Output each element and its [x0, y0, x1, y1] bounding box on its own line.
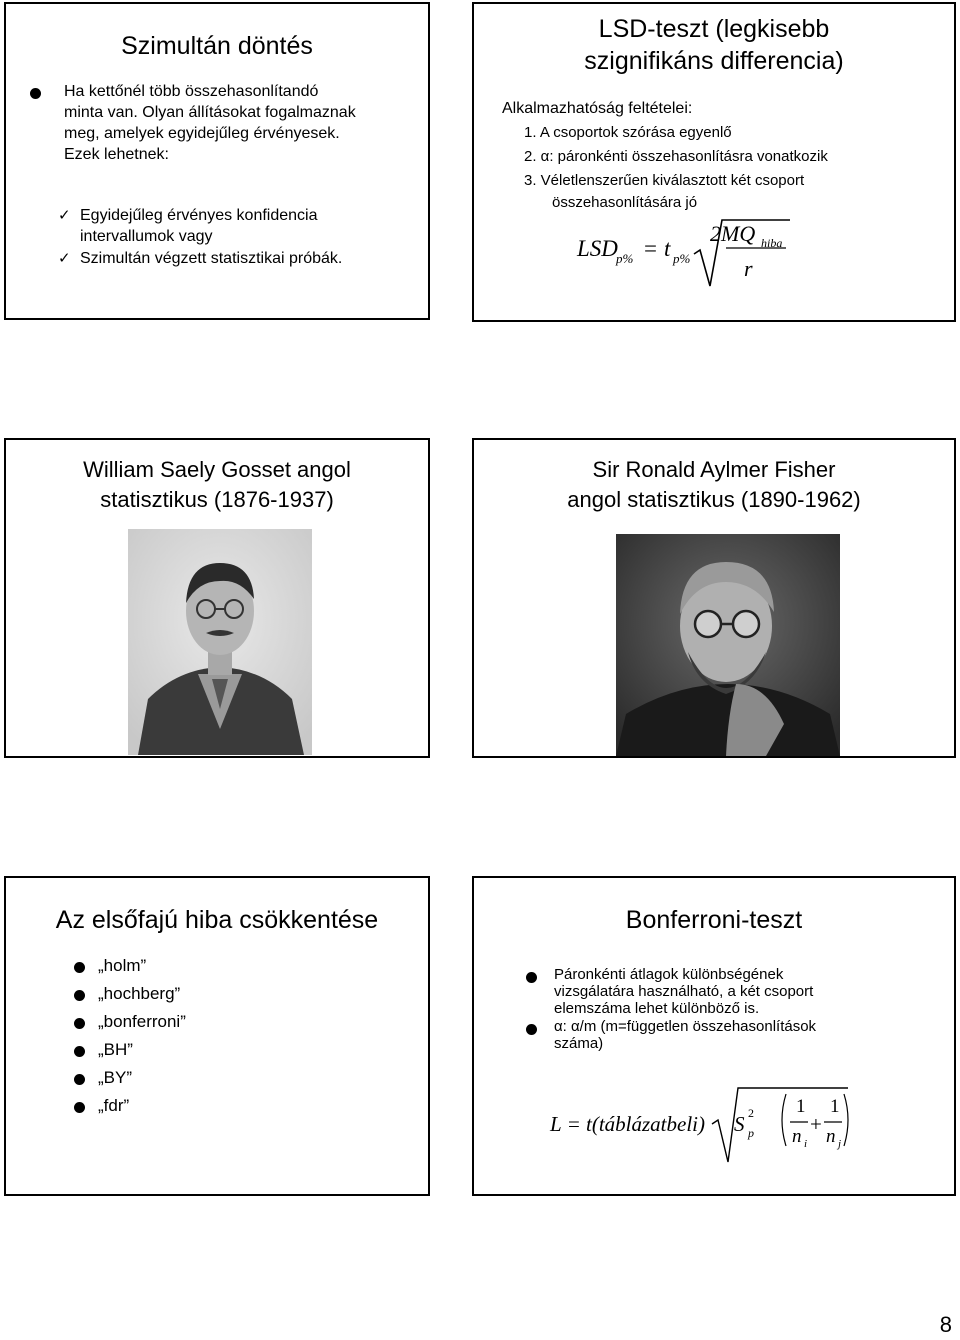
slide-title-line: Sir Ronald Aylmer Fisher [592, 457, 836, 482]
slide-title: Az elsőfajú hiba csökkentése [55, 906, 379, 934]
checkmark-icon: ✓ [58, 207, 71, 224]
bullet-dot [74, 1074, 85, 1085]
bullet-dot [30, 88, 41, 99]
slide-title-line: statisztikus (1876-1937) [100, 487, 334, 512]
list-item: összehasonlítására jó [552, 194, 698, 211]
formula-lhs: L [550, 1112, 562, 1136]
slide-szimultan-dontes [4, 2, 430, 320]
check-item-line: Egyidejűleg érvényes konfidencia [80, 207, 318, 224]
formula-equals: = [568, 1112, 580, 1136]
slide-bonferroni-teszt [472, 876, 956, 1196]
slide-title: Bonferroni-teszt [625, 906, 803, 934]
bullet-line: α: α/m (m=független összehasonlítások [554, 1018, 817, 1035]
formula-t: t [664, 236, 671, 261]
list-item: 3. Véletlenszerűen kiválasztott két csoport [524, 172, 805, 189]
bullet-dot [74, 1018, 85, 1029]
bullet-line: meg, amelyek egyidejűleg érvényesek. [64, 125, 340, 142]
slide-title-line: William Saely Gosset angol [83, 457, 351, 482]
formula-s-sup: 2 [748, 1106, 754, 1120]
bullet-line: Ezek lehetnek: [64, 146, 169, 163]
bullet-line: Páronkénti átlagok különbségének [554, 966, 784, 983]
formula-one: 1 [830, 1096, 840, 1117]
bullet-dot [74, 990, 85, 1001]
formula-subscript: p% [616, 251, 634, 266]
list-item: 1. A csoportok szórása egyenlő [524, 124, 732, 141]
list-item: 2. α: páronkénti összehasonlításra vonatkozik [524, 148, 828, 165]
list-item: „holm” [98, 956, 147, 975]
bullet-line: minta van. Olyan állításokat fogalmaznak [64, 104, 356, 121]
slide-fisher [472, 438, 956, 758]
fisher-portrait [616, 534, 840, 756]
formula-ni: n [792, 1126, 802, 1147]
formula-nj-sub: j [838, 1138, 842, 1150]
slide-title-line: szignifikáns differencia) [584, 47, 844, 75]
formula-denominator: r [744, 256, 753, 281]
bullet-line: vizsgálatára használható, a két csoport [554, 983, 814, 1000]
formula-s: S [734, 1112, 745, 1136]
list-item: „BH” [98, 1040, 133, 1059]
check-item-line: intervallumok vagy [80, 228, 213, 245]
formula-subscript: p% [673, 251, 691, 266]
bullet-dot [74, 962, 85, 973]
slide-title-line: angol statisztikus (1890-1962) [567, 487, 861, 512]
bullet-line: elemszáma lehet különböző is. [554, 1000, 760, 1017]
formula-one: 1 [796, 1096, 806, 1117]
bullet-dot [74, 1046, 85, 1057]
bullet-line: Ha kettőnél több összehasonlítandó [64, 83, 319, 100]
list-item: „BY” [98, 1068, 132, 1087]
checkmark-icon: ✓ [58, 250, 71, 267]
slide-elsofaju-hiba [4, 876, 430, 1196]
bullet-dot [526, 972, 537, 983]
formula-numerator-sub: hiba [761, 236, 783, 250]
slide-gosset [4, 438, 430, 758]
slide-title: Szimultán döntés [121, 32, 313, 60]
bullet-line: száma) [554, 1035, 604, 1052]
check-item-line: Szimultán végzett statisztikai próbák. [80, 250, 343, 267]
list-item: „hochberg” [98, 984, 181, 1003]
formula-t: t(táblázatbeli) [586, 1112, 705, 1136]
slide-title-line: LSD-teszt (legkisebb [598, 15, 830, 43]
formula-plus: + [810, 1112, 822, 1136]
list-item: „bonferroni” [98, 1012, 186, 1031]
list-item: „fdr” [98, 1096, 130, 1115]
formula-numerator: 2MQ [710, 221, 756, 246]
formula-lsd: LSD [577, 236, 618, 261]
slide-lsd-teszt [472, 2, 956, 322]
bullet-dot [74, 1102, 85, 1113]
page-number: 8 [939, 1312, 952, 1337]
gosset-portrait [128, 529, 312, 755]
formula-ni-sub: i [804, 1138, 808, 1150]
intro-text: Alkalmazhatóság feltételei: [502, 100, 693, 117]
formula-nj: n [826, 1126, 836, 1147]
bullet-dot [526, 1024, 537, 1035]
formula-s-sub: p [748, 1126, 754, 1140]
formula-equals: = [644, 236, 657, 261]
